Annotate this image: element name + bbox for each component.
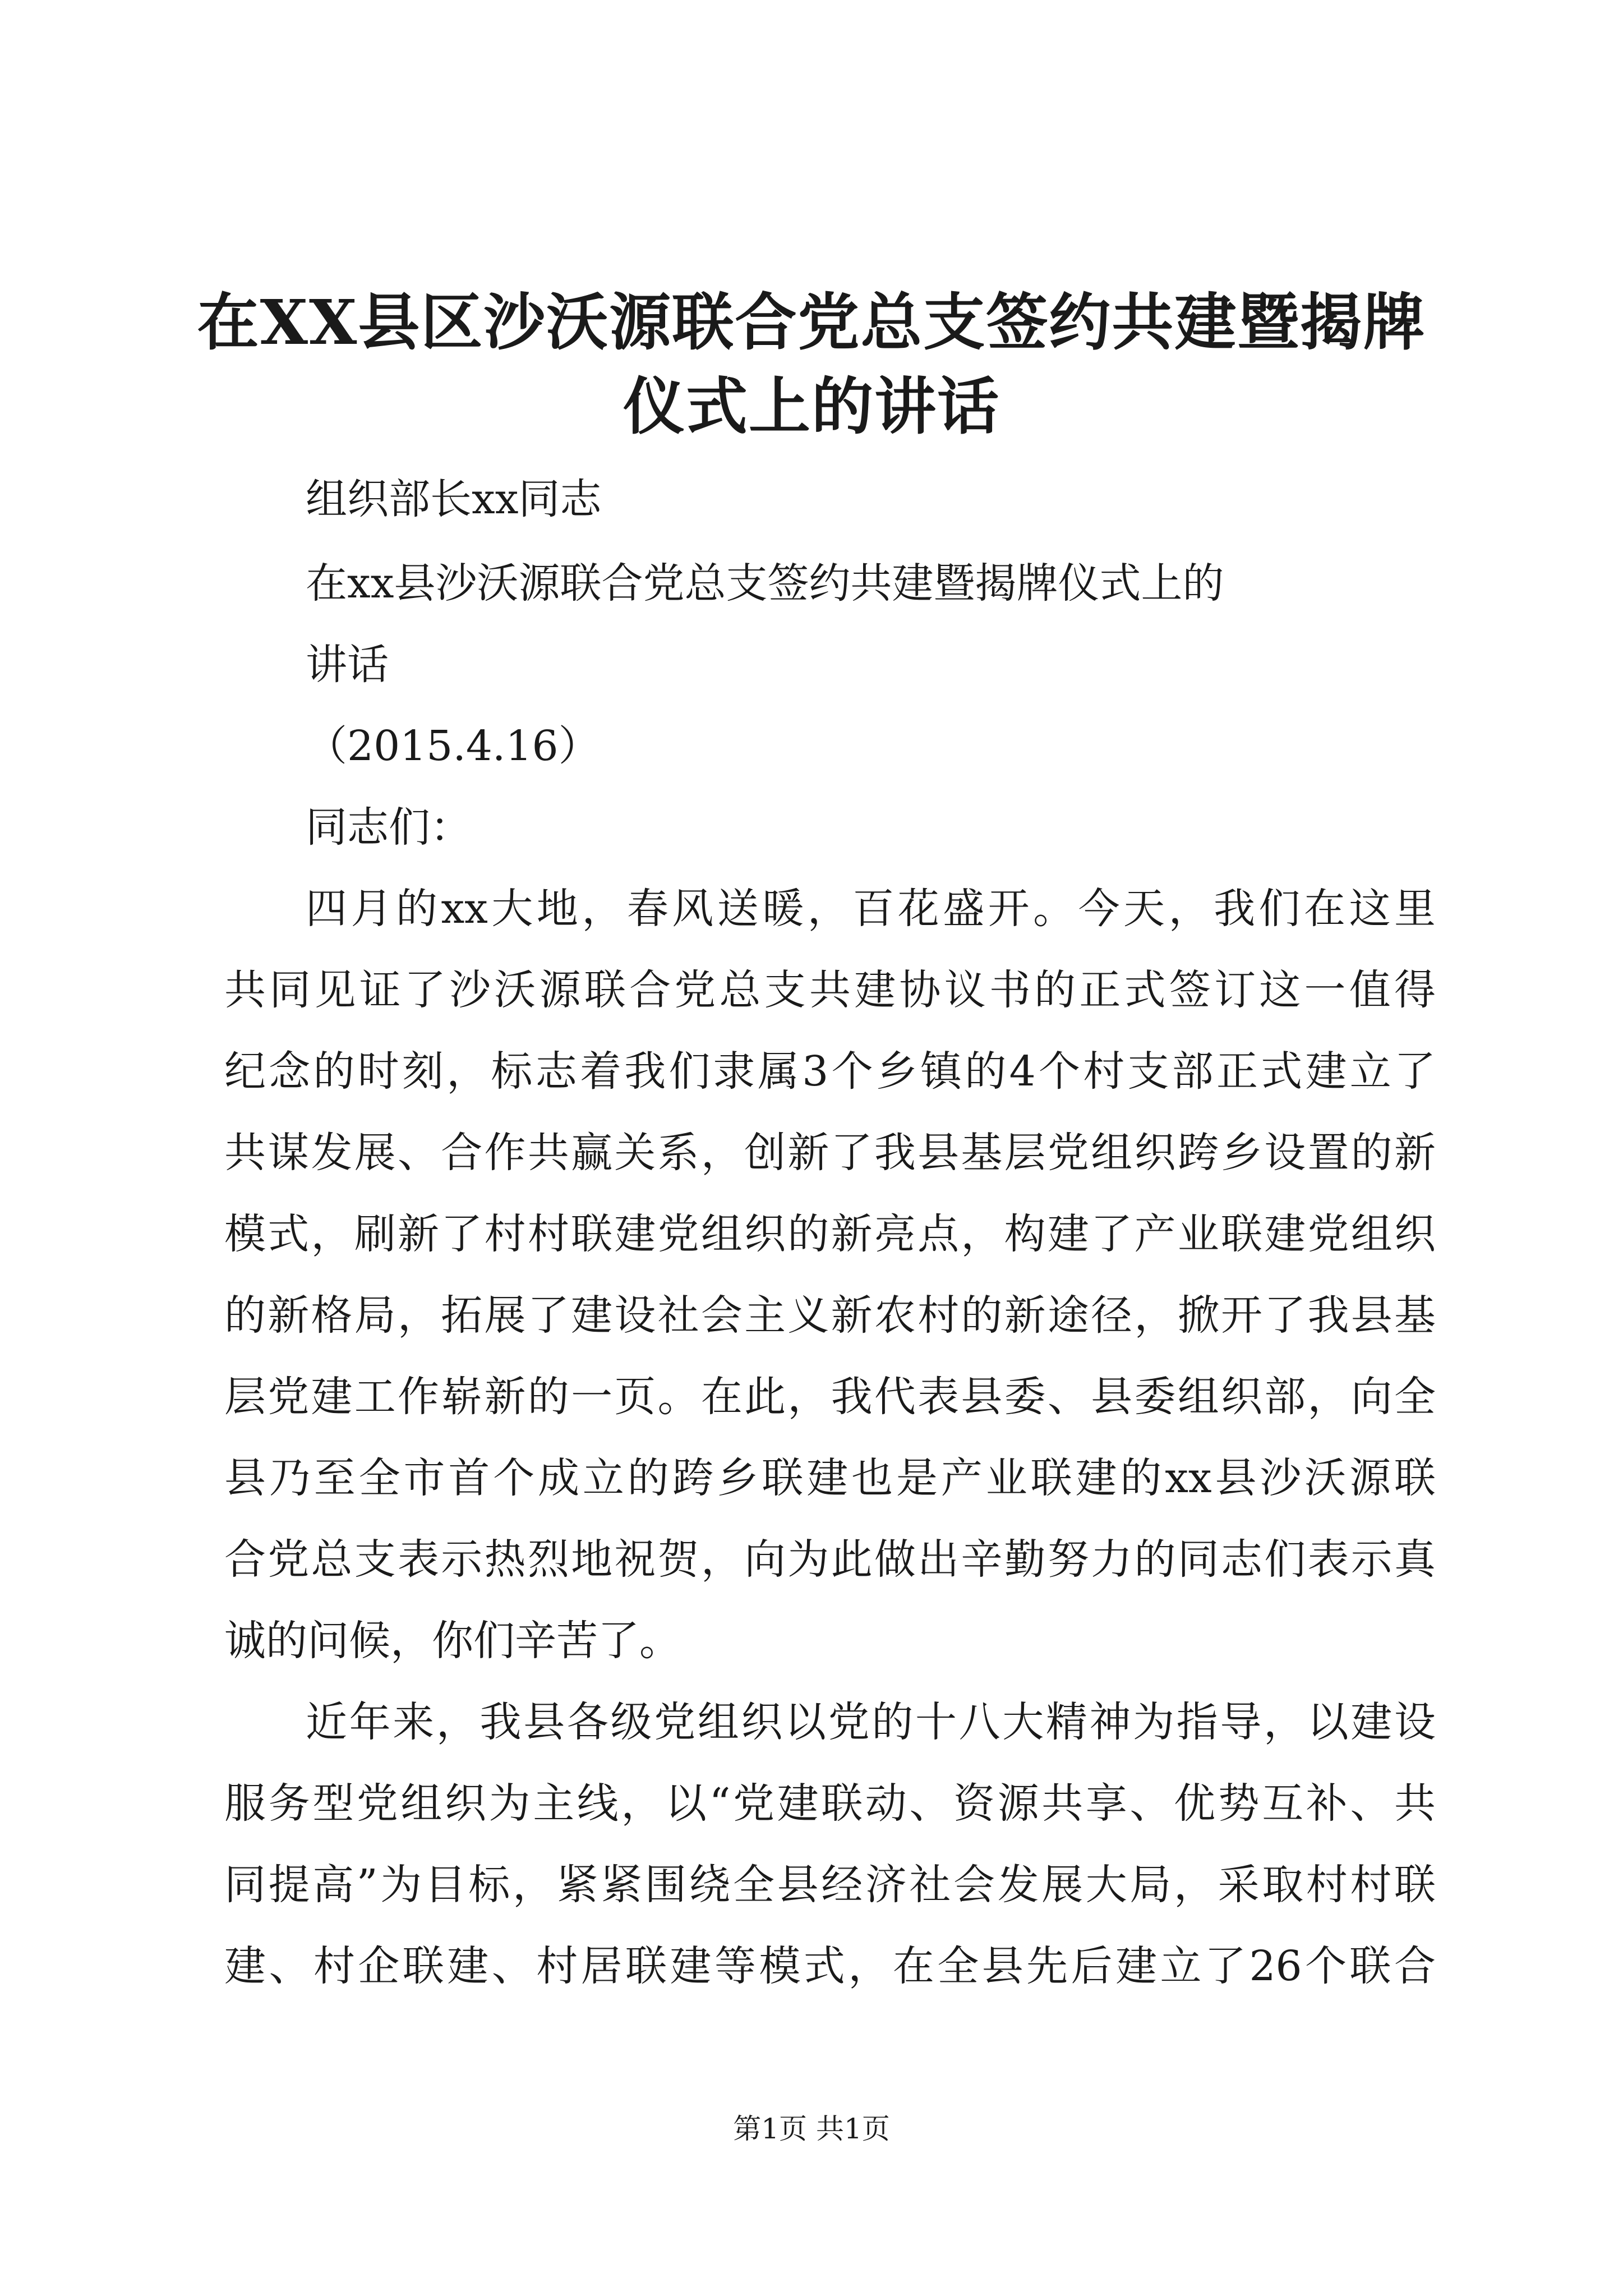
speech-date: （2015.4.16） (306, 722, 600, 770)
paragraph-1-line-5: 模式，刷新了村村联建党组织的新亮点，构建了产业联建党组织 (224, 1210, 1436, 1258)
paragraph-1-line-10: 诚的问候，你们辛苦了。 (224, 1617, 681, 1665)
document-title-line-2: 仪式上的讲话 (623, 370, 1000, 443)
paragraph-1-line-6: 的新格局，拓展了建设社会主义新农村的新途径，掀开了我县基 (224, 1291, 1436, 1340)
byline: 组织部长xx同志 (306, 475, 602, 523)
paragraph-1-line-7: 层党建工作崭新的一页。在此，我代表县委、县委组织部，向全 (224, 1373, 1436, 1421)
paragraph-1-line-1: 四月的xx大地，春风送暖，百花盛开。今天，我们在这里 (306, 885, 1436, 933)
paragraph-1-line-8: 县乃至全市首个成立的跨乡联建也是产业联建的xx县沙沃源联 (224, 1454, 1436, 1502)
paragraph-1-line-2: 共同见证了沙沃源联合党总支共建协议书的正式签订这一值得 (224, 966, 1436, 1014)
paragraph-2-line-3: 同提高”为目标，紧紧围绕全县经济社会发展大局，采取村村联 (224, 1861, 1436, 1909)
paragraph-1-line-3: 纪念的时刻，标志着我们隶属3个乡镇的4个村支部正式建立了 (224, 1047, 1436, 1096)
paragraph-1-line-9: 合党总支表示热烈地祝贺，向为此做出辛勤努力的同志们表示真 (224, 1535, 1436, 1584)
paragraph-2-line-2: 服务型党组织为主线，以“党建联动、资源共享、优势互补、共 (224, 1779, 1436, 1828)
page-footer: 第1页 共1页 (733, 2113, 890, 2145)
subtitle-line-2: 讲话 (306, 641, 389, 689)
subtitle-line-1: 在xx县沙沃源联合党总支签约共建暨揭牌仪式上的 (306, 559, 1224, 608)
salutation: 同志们： (306, 803, 472, 852)
paragraph-2-line-4: 建、村企联建、村居联建等模式，在全县先后建立了26个联合 (224, 1942, 1436, 1990)
paragraph-2-line-1: 近年来，我县各级党组织以党的十八大精神为指导，以建设 (306, 1698, 1436, 1746)
document-title-line-1: 在XX县区沙沃源联合党总支签约共建暨揭牌 (197, 286, 1426, 358)
paragraph-1-line-4: 共谋发展、合作共赢关系，创新了我县基层党组织跨乡设置的新 (224, 1129, 1436, 1177)
